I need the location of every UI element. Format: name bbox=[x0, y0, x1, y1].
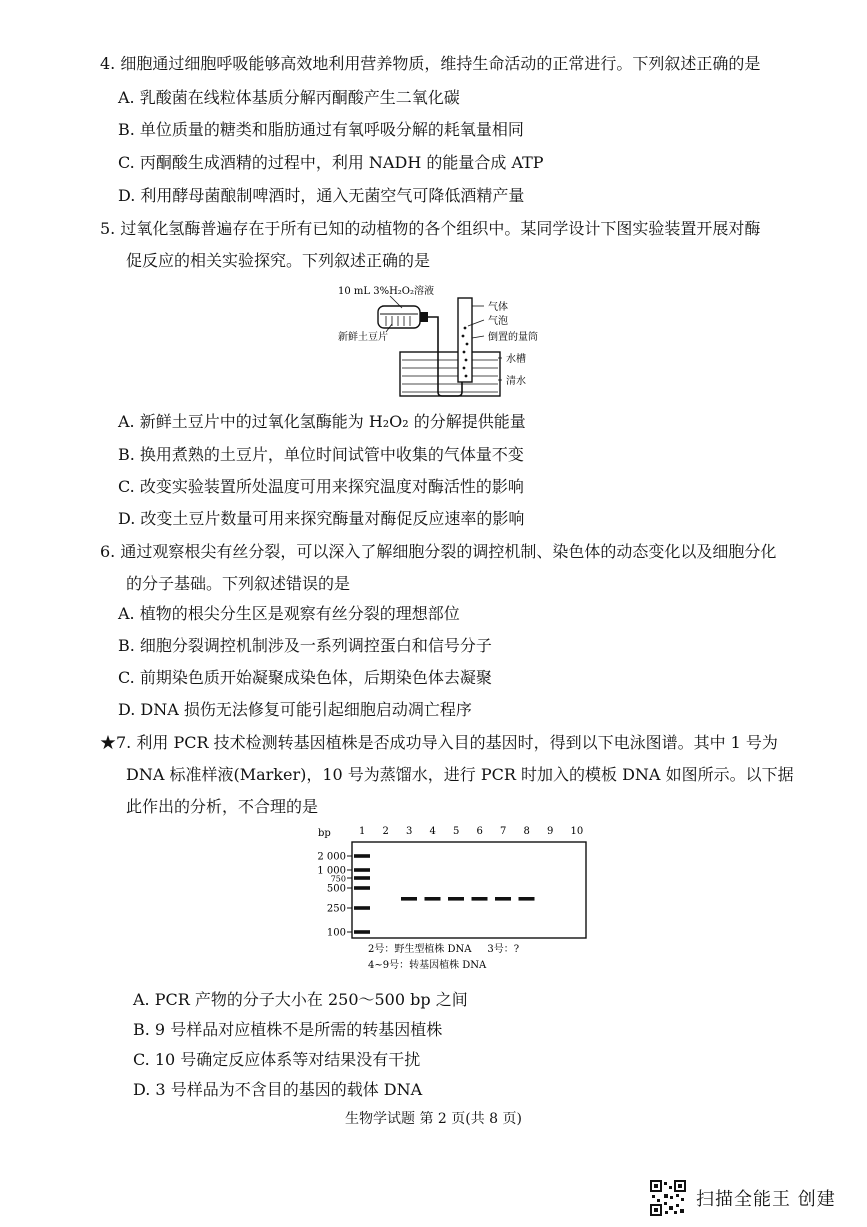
q5-option-a: A. 新鲜土豆片中的过氧化氢酶能为 H₂O₂ 的分解提供能量 bbox=[118, 412, 526, 431]
enzyme-apparatus-figure bbox=[330, 282, 560, 402]
gel-lane-label: 8 bbox=[523, 826, 530, 837]
q5-option-c: C. 改变实验装置所处温度可用来探究温度对酶活性的影响 bbox=[118, 477, 524, 496]
gel-marker-band bbox=[354, 886, 370, 890]
gel-frame bbox=[352, 842, 586, 938]
gel-marker-label: 500 bbox=[326, 883, 346, 895]
gel-marker-band bbox=[354, 930, 370, 934]
label-inverted-cylinder: 倒置的量筒 bbox=[488, 332, 538, 343]
gel-lane-label: 4 bbox=[429, 826, 436, 837]
gel-marker-band bbox=[354, 906, 370, 910]
flask-icon bbox=[378, 296, 428, 328]
electrophoresis-gel-figure bbox=[312, 822, 592, 977]
question-6-stem-2: 的分子基础。下列叙述错误的是 bbox=[126, 574, 351, 593]
question-7-stem-3: 此作出的分析，不合理的是 bbox=[126, 797, 319, 816]
inverted-cylinder-icon bbox=[458, 298, 472, 382]
label-water-tank: 水槽 bbox=[506, 354, 526, 365]
label-potato-slices: 新鲜土豆片 bbox=[338, 332, 388, 343]
q7-option-a: A. PCR 产物的分子大小在 250～500 bp 之间 bbox=[133, 990, 468, 1009]
label-h2o2-solution: 10 mL 3%H₂O₂溶液 bbox=[338, 286, 435, 297]
q7-option-b: B. 9 号样品对应植株不是所需的转基因植株 bbox=[133, 1020, 443, 1039]
q4-option-a: A. 乳酸菌在线粒体基质分解丙酮酸产生二氧化碳 bbox=[118, 88, 460, 107]
q4-option-b: B. 单位质量的糖类和脂肪通过有氧呼吸分解的耗氧量相同 bbox=[118, 120, 524, 139]
gel-marker-band bbox=[354, 876, 370, 880]
gel-lane-label: 7 bbox=[500, 826, 507, 837]
scanner-watermark bbox=[650, 1178, 860, 1218]
water-tank-icon bbox=[400, 352, 500, 396]
q6-option-c: C. 前期染色质开始凝聚成染色体，后期染色体去凝聚 bbox=[118, 668, 492, 687]
q6-option-a: A. 植物的根尖分生区是观察有丝分裂的理想部位 bbox=[118, 604, 460, 623]
qr-code-icon bbox=[650, 1180, 686, 1216]
question-5-stem-2: 促反应的相关实验探究。下列叙述正确的是 bbox=[126, 251, 431, 270]
gel-lane-label: 1 bbox=[359, 826, 366, 837]
question-6-stem-1: 6. 通过观察根尖有丝分裂，可以深入了解细胞分裂的调控机制、染色体的动态变化以及细胞分化 bbox=[100, 542, 777, 561]
gel-unit-label: bp bbox=[318, 828, 331, 839]
gel-lane-label: 9 bbox=[547, 826, 554, 837]
gel-lane-label: 2 bbox=[382, 826, 389, 837]
q7-option-c: C. 10 号确定反应体系等对结果没有干扰 bbox=[133, 1050, 421, 1069]
gel-sample-band bbox=[472, 897, 488, 901]
gel-lane-label: 5 bbox=[453, 826, 460, 837]
gel-marker-band bbox=[354, 854, 370, 858]
gel-lane-label: 10 bbox=[570, 826, 584, 837]
question-5-stem-1: 5. 过氧化氢酶普遍存在于所有已知的动植物的各个组织中。某同学设计下图实验装置开展对酶 bbox=[100, 219, 761, 238]
gel-sample-band bbox=[448, 897, 464, 901]
gel-lane-label: 6 bbox=[476, 826, 483, 837]
label-gas: 气体 bbox=[488, 302, 508, 313]
gel-marker-label: 2 000 bbox=[317, 851, 346, 863]
gel-marker-label: 250 bbox=[326, 903, 346, 915]
gel-sample-band bbox=[519, 897, 535, 901]
scanner-text: 扫描全能王 创建 bbox=[696, 1189, 836, 1210]
q5-option-d: D. 改变土豆片数量可用来探究酶量对酶促反应速率的影响 bbox=[118, 509, 525, 528]
gel-marker-label: 1 000 bbox=[317, 865, 346, 877]
question-7-stem-2: DNA 标准样液(Marker)，10 号为蒸馏水，进行 PCR 时加入的模板 DNA 如图所示。以下据 bbox=[126, 765, 794, 784]
q4-option-c: C. 丙酮酸生成酒精的过程中，利用 NADH 的能量合成 ATP bbox=[118, 153, 544, 172]
gel-marker-band bbox=[354, 868, 370, 872]
q7-option-d: D. 3 号样品为不含目的基因的载体 DNA bbox=[133, 1080, 423, 1099]
gel-marker-label: 100 bbox=[326, 927, 346, 939]
q5-option-b: B. 换用煮熟的土豆片，单位时间试管中收集的气体量不变 bbox=[118, 445, 524, 464]
gel-sample-band bbox=[495, 897, 511, 901]
gel-marker-label: 750 bbox=[330, 874, 346, 884]
gel-sample-band bbox=[425, 897, 441, 901]
label-clear-water: 清水 bbox=[506, 376, 526, 387]
gel-caption-1: 2号：野生型植株 DNA 3号：? bbox=[368, 944, 520, 955]
gel-lane-label: 3 bbox=[406, 826, 413, 837]
question-4-stem: 4. 细胞通过细胞呼吸能够高效地利用营养物质，维持生命活动的正常进行。下列叙述正确的是 bbox=[100, 54, 761, 73]
question-7-stem-1: ★7. 利用 PCR 技术检测转基因植株是否成功导入目的基因时，得到以下电泳图谱。其中 1 号为 bbox=[100, 733, 778, 752]
q4-option-d: D. 利用酵母菌酿制啤酒时，通入无菌空气可降低酒精产量 bbox=[118, 186, 525, 205]
q6-option-b: B. 细胞分裂调控机制涉及一系列调控蛋白和信号分子 bbox=[118, 636, 492, 655]
page-footer: 生物学试题 第 2 页(共 8 页) bbox=[345, 1111, 522, 1127]
gel-caption-2: 4~9号：转基因植株 DNA bbox=[368, 960, 487, 971]
label-bubble: 气泡 bbox=[488, 316, 508, 327]
q6-option-d: D. DNA 损伤无法修复可能引起细胞启动凋亡程序 bbox=[118, 700, 472, 719]
gel-sample-band bbox=[401, 897, 417, 901]
